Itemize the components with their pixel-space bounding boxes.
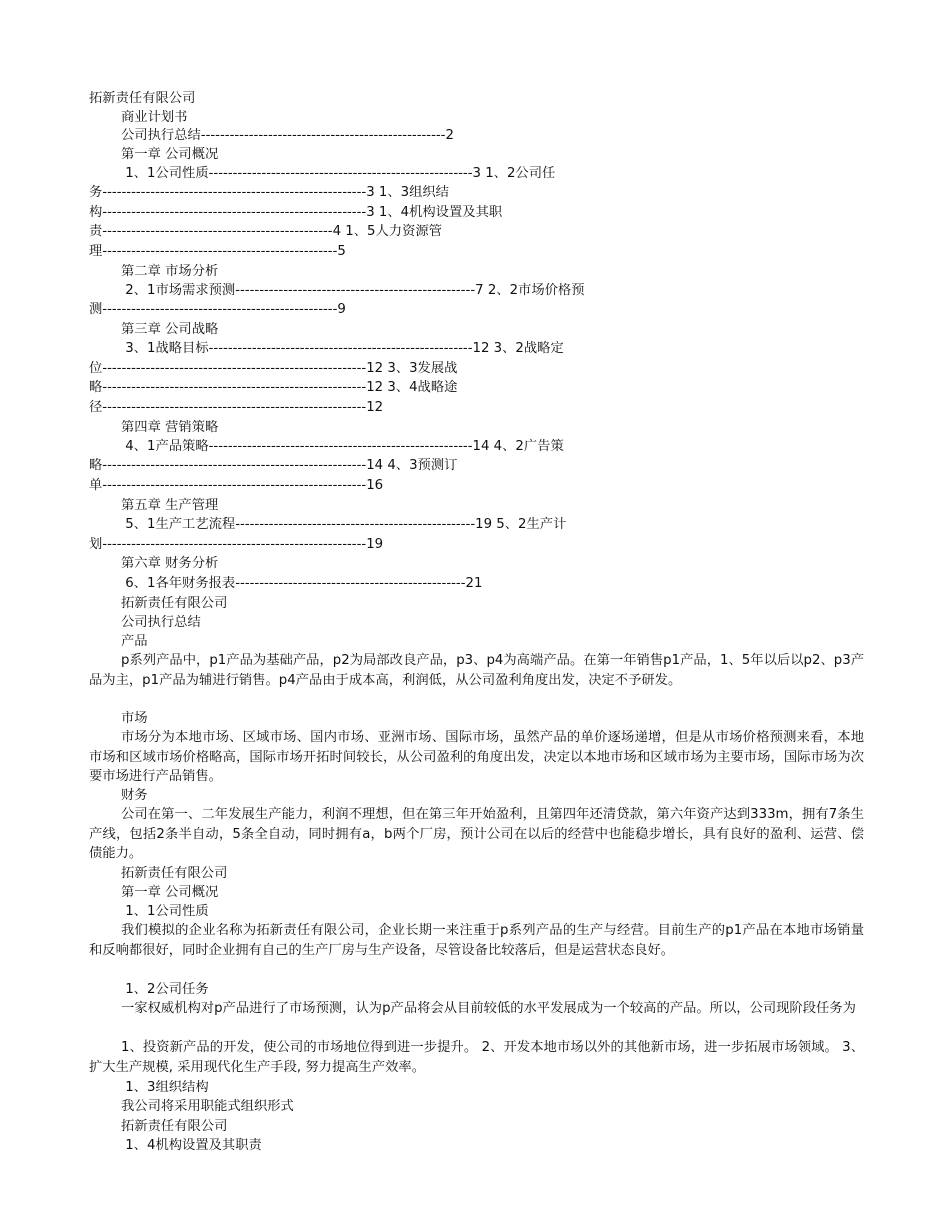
toc-line: 略-------------------------------------------------------14 4、3预测订 (89, 458, 458, 473)
toc-line: 6、1各年财务报表------------------------------------------------21 (121, 576, 483, 591)
toc-line: 构-------------------------------------------------------3 1、4机构设置及其职 (89, 205, 503, 220)
toc-line: 位-------------------------------------------------------12 3、3发展战 (89, 361, 458, 376)
toc-chapter-heading: 第三章 公司战略 (121, 322, 219, 337)
chapter-title: 第一章 公司概况 (121, 885, 219, 900)
finance-heading: 财务 (121, 788, 148, 803)
section-heading: 1、4机构设置及其职责 (121, 1138, 262, 1153)
finance-paragraph: 公司在第一、二年发展生产能力，利润不理想，但在第三年开始盈利，且第四年还清贷款，第六年资产达到333m，拥有7条生产线，包括2条半自动，5条全自动，同时拥有a，b两个厂房，预计公司在以后的经营中也能稳步增长，具有良好的盈利、运营、偿债能力。 (89, 807, 864, 862)
company-task-list: 1、投资新产品的开发，使公司的市场地位得到进一步提升。 2、开发本地市场以外的其他新市场，进一步拓展市场领域。 3、扩大生产规模, 采用现代化生产手段, 努力提高生产效率。 (89, 1040, 864, 1075)
toc-chapter-heading: 第五章 生产管理 (121, 498, 219, 513)
org-structure-text: 我公司将采用职能式组织形式 (121, 1099, 294, 1114)
toc-line: 径-------------------------------------------------------12 (89, 400, 384, 415)
company-task-paragraph: 一家权威机构对p产品进行了市场预测，认为p产品将会从目前较低的水平发展成为一个较高的产品。所以，公司现阶段任务为 (121, 1001, 856, 1016)
product-paragraph: p系列产品中，p1产品为基础产品，p2为局部改良产品，p3、p4为高端产品。在第一年销售p1产品，1、5年以后以p2、p3产品为主，p1产品为辅进行销售。p4产品由于成本高，利润低，从公司盈利角度出发，决定不予研发。 (89, 653, 864, 688)
toc-line: 5、1生产工艺流程--------------------------------------------------19 5、2生产计 (121, 517, 567, 532)
section-company-name: 拓新责任有限公司 (121, 596, 228, 611)
market-heading: 市场 (121, 711, 148, 726)
toc-chapter-heading: 第一章 公司概况 (121, 147, 219, 162)
section-heading: 1、2公司任务 (121, 982, 209, 997)
toc-line: 划-------------------------------------------------------19 (89, 537, 384, 552)
toc-chapter-heading: 第二章 市场分析 (121, 264, 219, 279)
plan-title: 商业计划书 (121, 110, 188, 125)
company-name: 拓新责任有限公司 (89, 91, 196, 106)
section-heading: 1、3组织结构 (121, 1080, 209, 1095)
section-company-name: 拓新责任有限公司 (121, 1119, 228, 1134)
toc-line: 务-------------------------------------------------------3 1、3组织结 (89, 185, 449, 200)
company-nature-paragraph: 我们模拟的企业名称为拓新责任有限公司，企业长期一来注重于p系列产品的生产与经营。目前生产的p1产品在本地市场销量和反响都很好，同时企业拥有自己的生产厂房与生产设备，尽管设备比较落后，但是运营状态良好。 (89, 923, 864, 958)
toc-line: 3、1战略目标-------------------------------------------------------12 3、2战略定 (121, 341, 564, 356)
section-heading: 1、1公司性质 (121, 904, 209, 919)
toc-line: 测-------------------------------------------------9 (89, 302, 346, 317)
summary-title: 公司执行总结 (121, 615, 201, 630)
toc-chapter-heading: 第四章 营销策略 (121, 420, 219, 435)
toc-line: 责------------------------------------------------4 1、5人力资源管 (89, 224, 442, 239)
toc-line: 1、1公司性质-------------------------------------------------------3 1、2公司任 (121, 166, 556, 181)
toc-line: 公司执行总结---------------------------------------------------2 (121, 128, 454, 143)
market-paragraph: 市场分为本地市场、区域市场、国内市场、亚洲市场、国际市场，虽然产品的单价逐场递增，但是从市场价格预测来看，本地市场和区域市场价格略高，国际市场开拓时间较长，从公司盈利的角度出发，决定以本地市场和区域市场为主要市场，国际市场为次要市场进行产品销售。 (89, 730, 864, 785)
toc-line: 4、1产品策略-------------------------------------------------------14 4、2广告策 (121, 439, 564, 454)
toc-line: 2、1市场需求预测--------------------------------------------------7 2、2市场价格预 (121, 283, 585, 298)
section-company-name: 拓新责任有限公司 (121, 866, 228, 881)
toc-line: 单-------------------------------------------------------16 (89, 478, 384, 493)
product-heading: 产品 (121, 634, 148, 649)
toc-line: 略-------------------------------------------------------12 3、4战略途 (89, 380, 458, 395)
toc-line: 理-------------------------------------------------5 (89, 244, 346, 259)
toc-chapter-heading: 第六章 财务分析 (121, 556, 219, 571)
